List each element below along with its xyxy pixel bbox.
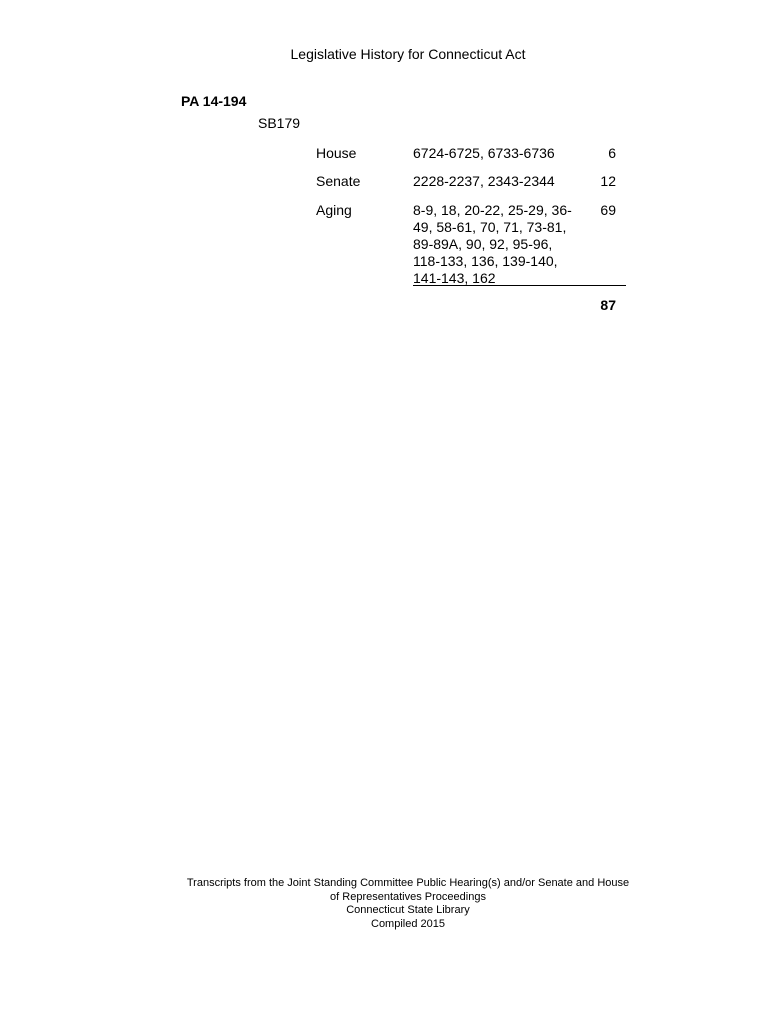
- page-count-aging: 69: [600, 202, 616, 218]
- total-page-count: 87: [600, 297, 616, 313]
- public-act-number: PA 14-194: [181, 93, 247, 109]
- chamber-label-senate: Senate: [316, 173, 361, 189]
- footer-line: Connecticut State Library: [346, 904, 470, 916]
- page-range-line: 8-9, 18, 20-22, 25-29, 36-: [413, 202, 572, 218]
- page-ranges-aging: [413, 202, 573, 287]
- footer-note: [170, 877, 646, 931]
- page-range-line: 141-143, 162: [413, 270, 496, 286]
- committee-label-aging: Aging: [316, 202, 352, 218]
- page-ranges-senate: [413, 173, 573, 190]
- total-divider-line: [413, 285, 626, 286]
- footer-line: Transcripts from the Joint Standing Committee Public Hearing(s) and/or Senate and House: [186, 877, 630, 889]
- page-count-house: 6: [608, 145, 616, 161]
- page-range-line: 118-133, 136, 139-140,: [413, 253, 558, 269]
- page-range-line: 2228-2237, 2343-2344: [413, 173, 555, 189]
- page-range-line: 6724-6725, 6733-6736: [413, 145, 555, 161]
- page-range-line: 49, 58-61, 70, 71, 73-81,: [413, 219, 567, 235]
- chamber-label-house: House: [316, 145, 357, 161]
- footer-line: Compiled 2015: [371, 917, 445, 930]
- footer-line: of Representatives Proceedings: [330, 890, 486, 903]
- page-ranges-house: [413, 145, 573, 162]
- page-count-senate: 12: [600, 173, 616, 189]
- bill-number: SB179: [258, 115, 301, 131]
- page-range-line: 89-89A, 90, 92, 95-96,: [413, 236, 553, 252]
- document-title: Legislative History for Connecticut Act: [290, 46, 526, 62]
